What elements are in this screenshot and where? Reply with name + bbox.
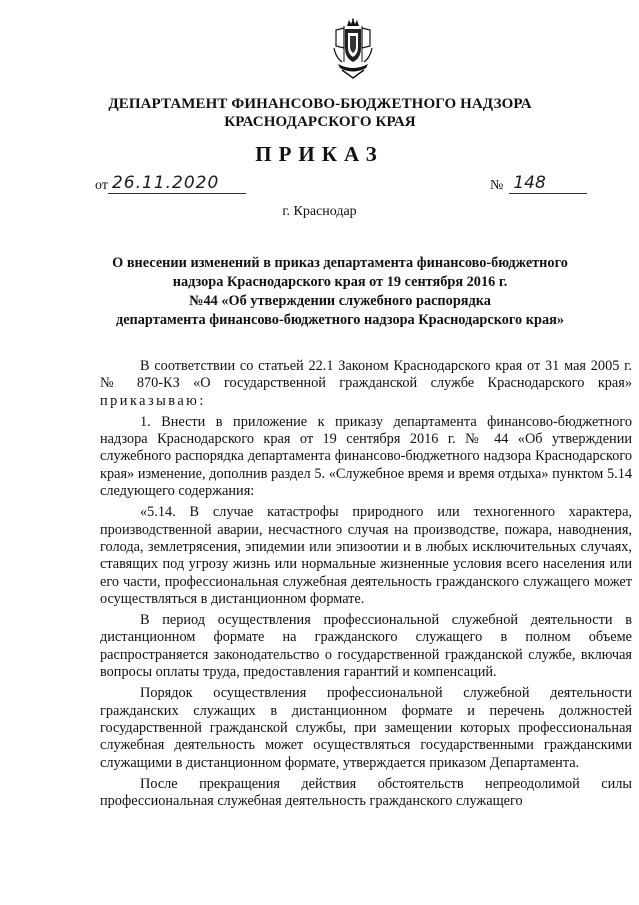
subject-line2: надзора Краснодарского края от 19 сентября 2016 г. [172,274,508,290]
number-prefix: № [490,178,504,193]
preamble-text: В соответствии со статьей 22.1 Законом Краснодарского края от 31 мая 2005 г. № 870-КЗ «О государственной гражданской службе Краснодарского края» [100,358,632,392]
document-type-title: ПРИКАЗ [255,142,384,166]
handwritten-date: 26.11.2020 [108,173,246,194]
paragraph-remote-work-law: В период осуществления профессиональной служебной деятельности в дистанционном формате на гражданского служащего в полном объеме распространяется законодательство о государственной гражданской службе, включая вопросы оплаты труда, предоставления гарантий и компенсаций. [100,612,632,681]
department-name-line2: КРАСНОДАРСКОГО КРАЯ [224,114,416,130]
department-name [60,95,580,131]
subject-line3: №44 «Об утверждении служебного распорядка [189,293,491,309]
subject-line1: О внесении изменений в приказ департамента финансово-бюджетного [112,255,568,271]
department-name-line1: ДЕПАРТАМЕНТ ФИНАНСОВО-БЮДЖЕТНОГО НАДЗОРА [108,96,532,112]
paragraph-preamble [100,358,632,410]
krasnodar-coat-of-arms-emblem [330,18,376,80]
paragraph-procedure: Порядок осуществления профессиональной служебной деятельности гражданских служащих в дистанционном формате и перечень должностей государственной гражданской службы, при замещении которых профессиональная служебная деятельность может осуществляться государственными гражданскими служащими в дистанционном формате, утверждается приказом Департамента. [100,685,632,771]
handwritten-number: 148 [509,173,587,194]
order-subject [100,254,580,330]
paragraph-item-1: 1. Внести в приложение к приказу департамента финансово-бюджетного надзора Краснодарского края от 19 сентября 2016 г. № 44 «Об утверждении служебного распорядка департамента финансово-бюджетного надзора Краснодарского края» изменение, дополнив раздел 5. «Служебное время и время отдыха» пунктом 5.14 следующего содержания: [100,413,632,500]
order-word: приказываю: [100,392,206,409]
subject-line4: департамента финансово-бюджетного надзора Краснодарского края» [115,312,565,328]
date-field [95,173,246,194]
order-body [100,358,632,814]
paragraph-clause-5-14: «5.14. В случае катастрофы природного или техногенного характера, производственной аварии, несчастного случая на производстве, пожара, наводнения, голода, землетрясения, эпидемии или эпизоотии и в любых исключительных случаях, ставящих под угрозу жизнь или нормальные жизненные условия всего населения или его части, профессиональная служебная деятельность гражданского служащего может осуществляться в дистанционном формате. [100,504,632,607]
date-prefix: от [95,178,108,193]
paragraph-after-force-majeure: После прекращения действия обстоятельств непреодолимой силы профессиональная служебная деятельность гражданского служащего [100,775,632,810]
city-line: г. Краснодар [282,204,357,219]
number-field [490,173,587,194]
